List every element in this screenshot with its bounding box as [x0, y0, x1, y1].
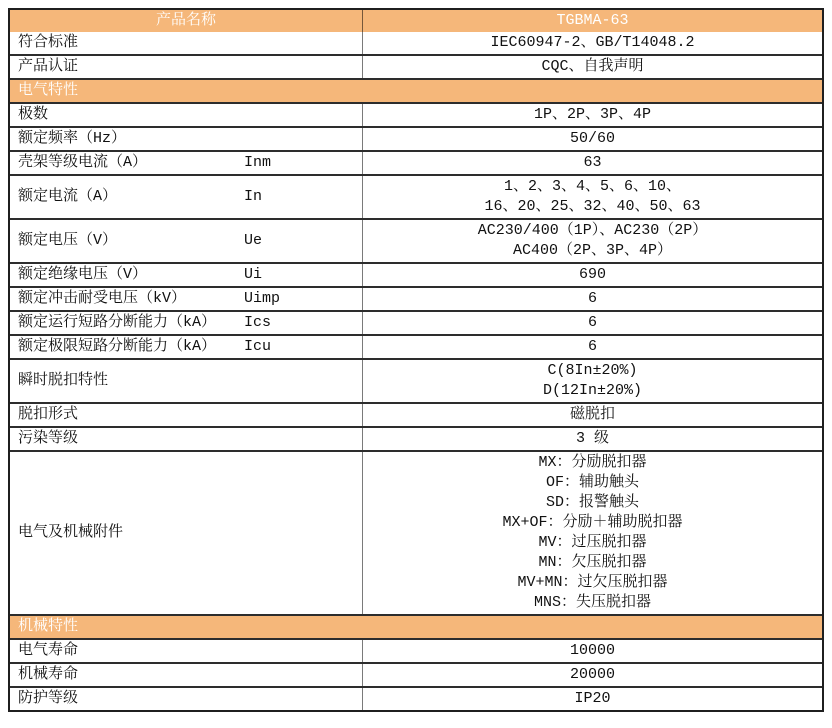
spec-label-cell — [10, 56, 362, 78]
spec-row — [10, 310, 822, 334]
spec-row — [10, 102, 822, 126]
spec-value-line: MX+OF：分励＋辅助脱扣器 — [502, 514, 683, 531]
section-header-row — [10, 78, 822, 102]
spec-label: 额定电压（V） — [18, 232, 118, 249]
spec-row — [10, 218, 822, 262]
spec-label: 产品认证 — [18, 58, 79, 75]
spec-label-cell — [10, 336, 362, 358]
spec-value-line: AC400（2P、3P、4P） — [512, 242, 673, 259]
product-model: TGBMA-63 — [362, 10, 822, 32]
spec-value-line: OF：辅助触头 — [545, 474, 639, 491]
spec-row — [10, 126, 822, 150]
spec-symbol: Ics — [244, 314, 272, 331]
spec-row — [10, 402, 822, 426]
spec-label: 额定运行短路分断能力（kA） — [18, 314, 217, 331]
spec-row — [10, 54, 822, 78]
spec-label: 电气及机械附件 — [18, 524, 124, 541]
spec-label-cell — [10, 452, 362, 614]
spec-label-cell — [10, 360, 362, 402]
spec-row — [10, 334, 822, 358]
spec-label: 符合标准 — [18, 34, 79, 51]
spec-value-cell — [362, 312, 822, 334]
spec-value-cell — [362, 428, 822, 450]
spec-value-cell — [362, 56, 822, 78]
spec-label-cell — [10, 428, 362, 450]
spec-label: 额定绝缘电压（V） — [18, 266, 148, 283]
spec-value-line: 6 — [587, 290, 597, 307]
spec-value-cell — [362, 688, 822, 710]
spec-row — [10, 638, 822, 662]
spec-label: 极数 — [18, 106, 49, 123]
spec-value-line: MV+MN：过欠压脱扣器 — [517, 574, 668, 591]
section-title: 电气特性 — [18, 82, 79, 99]
spec-label-cell — [10, 688, 362, 710]
spec-value-line: 6 — [587, 338, 597, 355]
spec-row — [10, 358, 822, 402]
spec-symbol: In — [244, 188, 263, 205]
spec-value-line: 690 — [578, 266, 606, 283]
spec-value-cell — [362, 128, 822, 150]
spec-label: 污染等级 — [18, 430, 79, 447]
spec-value-line: IEC60947-2、GB/T14048.2 — [490, 34, 695, 51]
spec-value-line: 1P、2P、3P、4P — [533, 106, 651, 123]
section-title: 机械特性 — [18, 618, 79, 635]
spec-label: 电气寿命 — [18, 642, 79, 659]
spec-symbol: Icu — [244, 338, 272, 355]
spec-row — [10, 450, 822, 614]
spec-label: 防护等级 — [18, 690, 79, 707]
spec-label-cell — [10, 104, 362, 126]
spec-row — [10, 686, 822, 710]
spec-symbol: Uimp — [244, 290, 281, 307]
spec-value-line: 3 级 — [575, 430, 609, 447]
spec-value-cell — [362, 336, 822, 358]
spec-row — [10, 174, 822, 218]
spec-value-cell — [362, 220, 822, 262]
spec-value-line: MN：欠压脱扣器 — [538, 554, 647, 571]
spec-label-cell — [10, 312, 362, 334]
spec-label: 壳架等级电流（A） — [18, 154, 148, 171]
spec-label-cell — [10, 32, 362, 54]
spec-value-line: MV：过压脱扣器 — [538, 534, 647, 551]
spec-value-line: D(12In±20%) — [542, 382, 643, 399]
spec-label-cell — [10, 128, 362, 150]
spec-value-cell — [362, 104, 822, 126]
spec-value-cell — [362, 176, 822, 218]
spec-value-line: 63 — [583, 154, 602, 171]
spec-value-line: 磁脱扣 — [569, 406, 615, 423]
spec-value-line: 6 — [587, 314, 597, 331]
spec-value-line: 10000 — [569, 642, 615, 659]
spec-label: 机械寿命 — [18, 666, 79, 683]
spec-value-cell — [362, 32, 822, 54]
spec-symbol: Inm — [244, 154, 272, 171]
spec-value-cell — [362, 404, 822, 426]
spec-label-cell — [10, 640, 362, 662]
spec-row — [10, 426, 822, 450]
spec-value-cell — [362, 640, 822, 662]
spec-row — [10, 262, 822, 286]
spec-value-line: 16、20、25、32、40、50、63 — [484, 198, 701, 215]
spec-label-cell — [10, 404, 362, 426]
spec-value-line: 50/60 — [569, 130, 615, 147]
spec-value-line: CQC、自我声明 — [541, 58, 644, 75]
table-header-row — [10, 10, 822, 32]
spec-symbol: Ui — [244, 266, 263, 283]
spec-value-cell — [362, 452, 822, 614]
spec-rows — [10, 32, 822, 710]
spec-row — [10, 32, 822, 54]
spec-value-line: IP20 — [574, 690, 611, 707]
spec-row — [10, 286, 822, 310]
spec-label-cell — [10, 152, 362, 174]
spec-label: 额定电流（A） — [18, 188, 118, 205]
spec-row — [10, 150, 822, 174]
spec-value-line: MX：分励脱扣器 — [538, 454, 647, 471]
spec-label-cell — [10, 288, 362, 310]
spec-value-cell — [362, 152, 822, 174]
spec-label-cell — [10, 264, 362, 286]
spec-value-line: SD：报警触头 — [545, 494, 639, 511]
spec-label-cell — [10, 176, 362, 218]
spec-value-line: 20000 — [569, 666, 615, 683]
spec-value-cell — [362, 288, 822, 310]
spec-value-line: 1、2、3、4、5、6、10、 — [503, 178, 681, 195]
spec-symbol: Ue — [244, 232, 263, 249]
spec-label: 瞬时脱扣特性 — [18, 372, 109, 389]
product-spec-table — [8, 8, 824, 712]
section-header-row — [10, 614, 822, 638]
spec-label: 额定频率（Hz） — [18, 130, 127, 147]
spec-label: 脱扣形式 — [18, 406, 79, 423]
spec-value-cell — [362, 360, 822, 402]
spec-value-line: AC230/400（1P）、AC230（2P） — [477, 222, 708, 239]
spec-label: 额定极限短路分断能力（kA） — [18, 338, 217, 355]
product-name-header: 产品名称 — [155, 12, 216, 29]
spec-label-cell — [10, 664, 362, 686]
spec-value-cell — [362, 664, 822, 686]
spec-value-line: MNS：失压脱扣器 — [533, 594, 651, 611]
spec-row — [10, 662, 822, 686]
spec-label: 额定冲击耐受电压（kV） — [18, 290, 187, 307]
spec-value-line: C(8In±20%) — [547, 362, 638, 379]
spec-value-cell — [362, 264, 822, 286]
spec-label-cell — [10, 220, 362, 262]
